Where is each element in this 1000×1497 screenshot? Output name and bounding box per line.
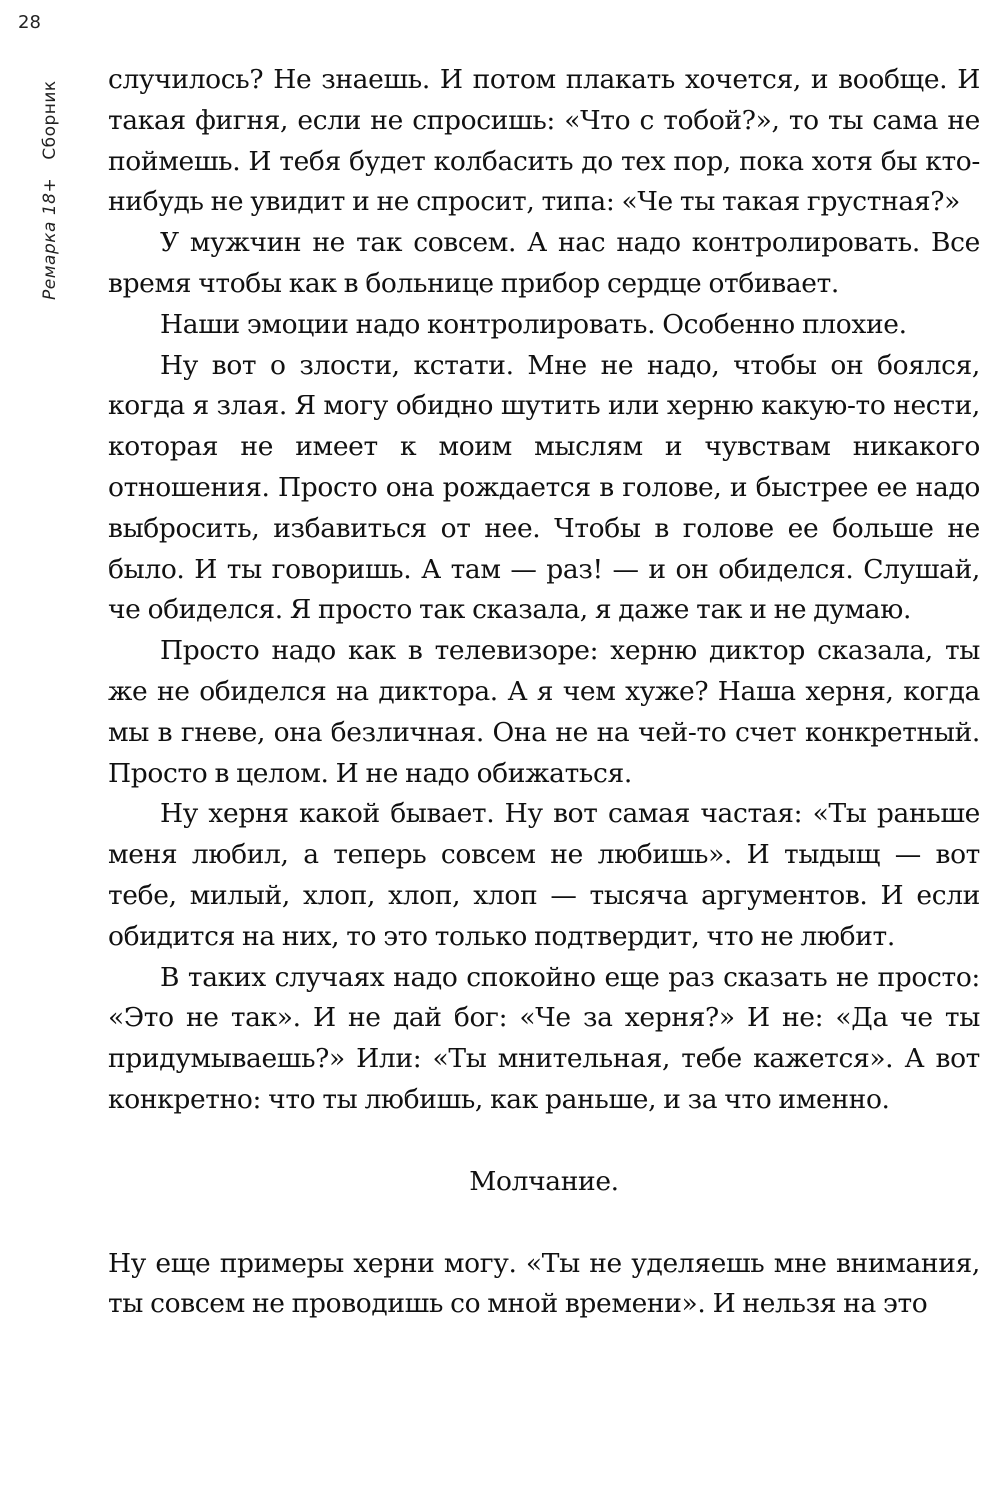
series-title: Ремарка 18+: [40, 177, 60, 300]
stage-direction: Молчание.: [469, 1165, 619, 1197]
paragraph-2: У мужчин не так совсем. А нас надо контролировать. Все время чтобы как в больнице прибор сердце отбивает.: [108, 227, 980, 299]
paragraph-3: Наши эмоции надо контролировать. Особенно плохие.: [160, 308, 907, 340]
body-text: [108, 60, 980, 1325]
paragraph-6: Ну херня какой бывает. Ну вот самая частая: «Ты раньше меня любил, а теперь совсем не любишь». И тыдыщ — вот тебе, милый, хлоп, хлоп, хлоп — тысяча аргументов. И если обидится на них, то это только подтвердит, что не любит.: [108, 798, 980, 952]
paragraph-4: Ну вот о злости, кстати. Мне не надо, чтобы он боялся, когда я злая. Я могу обидно шутить или херню какую-то нести, которая не имеет к моим мыслям и чувствам никакого отношения. Просто она рождается в голове, и быстрее ее надо выбросить, избавиться от нее. Чтобы в голове ее больше не было. И ты говоришь. А там — раз! — и он обиделся. Слушай, че обиделся. Я просто так сказала, я даже так и не думаю.: [108, 349, 980, 626]
page-number: 28: [18, 12, 41, 33]
paragraph-7: В таких случаях надо спокойно еще раз сказать не просто: «Это не так». И не дай бог: «Че за херня?» И не: «Да че ты придумываешь?» Или: «Ты мнительная, тебе кажется». А вот конкретно: что ты любишь, как раньше, и за что именно.: [108, 961, 980, 1115]
paragraph-5: Просто надо как в телевизоре: херню диктор сказала, ты же не обиделся на диктора. А я чем хуже? Наша херня, когда мы в гневе, она безличная. Она не на чей-то счет конкретный. Просто в целом. И не надо обижаться.: [108, 635, 980, 789]
paragraph-8: Ну еще примеры херни могу. «Ты не уделяешь мне внимания, ты совсем не проводишь со мной времени». И нельзя на это: [108, 1247, 980, 1320]
book-title: Сборник: [40, 80, 60, 160]
running-header: [40, 80, 60, 300]
paragraph-1: случилось? Не знаешь. И потом плакать хочется, и вообще. И такая фигня, если не спросишь: «Что с тобой?», то ты сама не поймешь. И тебя будет колбасить до тех пор, пока хотя бы кто-нибудь не увидит и не спросит, типа: «Че ты такая грустная?»: [108, 64, 980, 218]
